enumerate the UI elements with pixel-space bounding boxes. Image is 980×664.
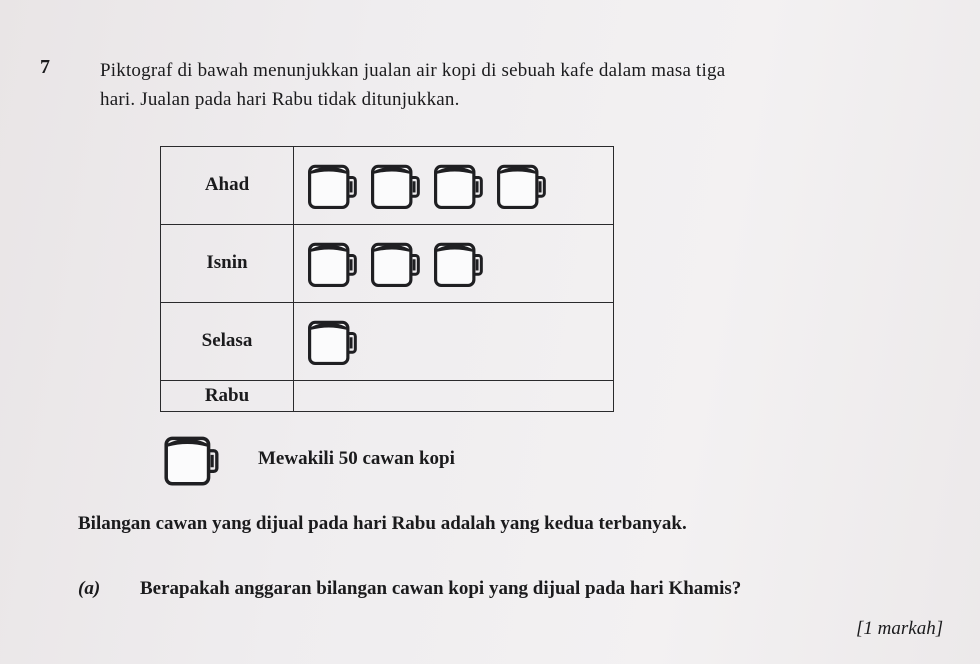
marks-label: [1 markah] — [856, 618, 944, 639]
question-a-label: (a) — [78, 578, 101, 599]
legend-icon — [160, 428, 222, 490]
pictograph-row — [161, 302, 614, 380]
question-intro — [100, 56, 950, 114]
pictograph-table — [160, 146, 614, 412]
intro-line-1: Piktograf di bawah menunjukkan jualan air kopi di sebuah kafe dalam masa tiga — [100, 60, 726, 81]
cups-cell — [294, 380, 614, 411]
coffee-cup-icon — [304, 313, 360, 369]
pictograph-row — [161, 224, 614, 302]
coffee-cup-icon — [160, 428, 222, 490]
statement: Bilangan cawan yang dijual pada hari Rabu adalah yang kedua terbanyak. — [78, 513, 687, 534]
cups-cell — [294, 224, 614, 302]
coffee-cup-icon — [430, 235, 486, 291]
coffee-cup-icon — [430, 157, 486, 213]
pictograph-row — [161, 147, 614, 225]
cups-cell — [294, 147, 614, 225]
day-label: Selasa — [161, 302, 294, 380]
legend-text: Mewakili 50 cawan kopi — [258, 448, 455, 469]
day-label: Ahad — [161, 147, 294, 225]
intro-line-2: hari. Jualan pada hari Rabu tidak ditunjukkan. — [100, 89, 460, 110]
cups-cell — [294, 302, 614, 380]
coffee-cup-icon — [367, 157, 423, 213]
question-number: 7 — [40, 56, 50, 78]
pictograph-row — [161, 380, 614, 411]
day-label: Isnin — [161, 224, 294, 302]
coffee-cup-icon — [304, 157, 360, 213]
coffee-cup-icon — [367, 235, 423, 291]
coffee-cup-icon — [493, 157, 549, 213]
question-a-text: Berapakah anggaran bilangan cawan kopi yang dijual pada hari Khamis? — [140, 578, 742, 599]
day-label: Rabu — [161, 380, 294, 411]
coffee-cup-icon — [304, 235, 360, 291]
